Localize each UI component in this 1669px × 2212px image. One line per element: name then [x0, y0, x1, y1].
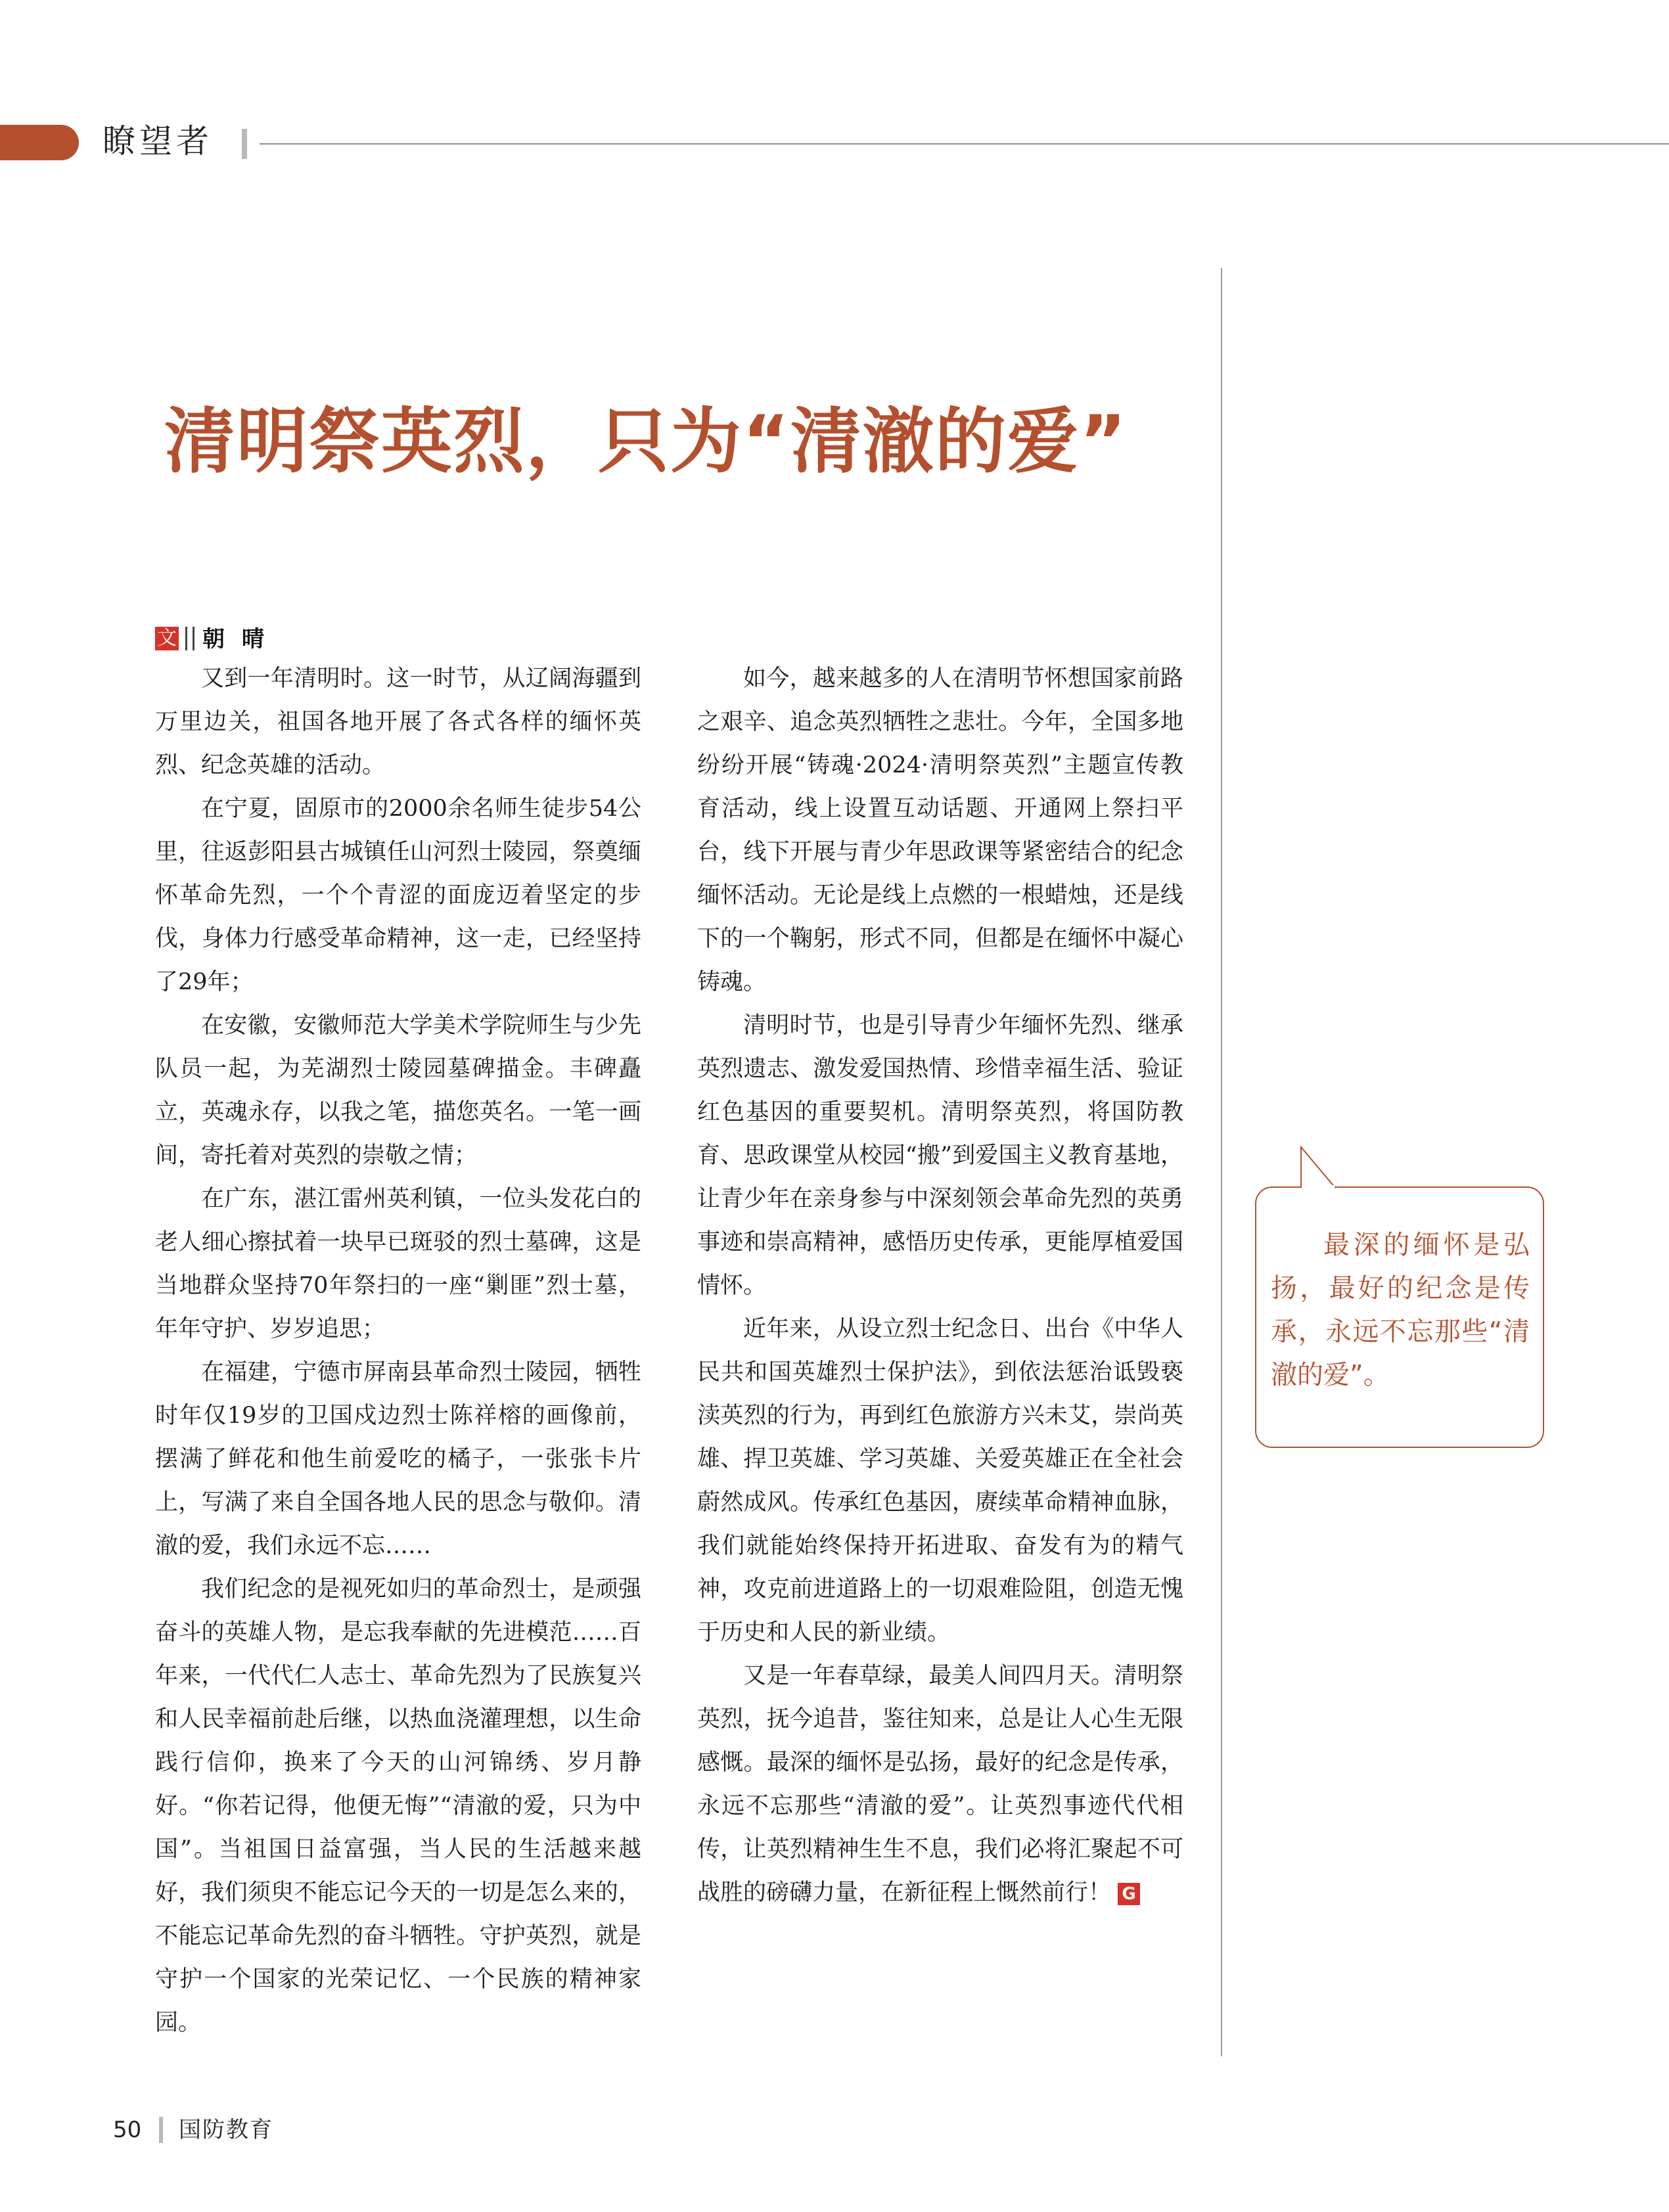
column-name: 瞭望者 — [103, 122, 213, 160]
magazine-name: 国防教育 — [179, 2117, 273, 2143]
end-mark-icon: G — [1118, 1883, 1140, 1905]
paragraph: 在宁夏，固原市的2000余名师生徒步54公里，往返彭阳县古城镇任山河烈士陵园，祭奠缅怀革命先烈，一个个青涩的面庞迈着坚定的步伐，身体力行感受革命精神，这一走，已经坚持了29年； — [155, 796, 641, 995]
byline-wen-icon: 文 — [155, 627, 179, 650]
paragraph: 在广东，湛江雷州英利镇，一位头发花白的老人细心擦拭着一块早已斑驳的烈士墓碑，这是当地群众坚持70年祭扫的一座“剿匪”烈士墓，年年守护、岁岁追思； — [155, 1186, 641, 1342]
body-column-left — [155, 657, 641, 2044]
paragraph: 近年来，从设立烈士纪念日、出台《中华人民共和国英雄烈士保护法》，到依法惩治诋毁亵渎英烈的行为，再到红色旅游方兴未艾，崇尚英雄、捍卫英雄、学习英雄、关爱英雄正在全社会蔚然成风。传承红色基因，赓续革命精神血脉，我们就能始终保持开拓进取、奋发有为的精气神，攻克前进道路上的一切艰难险阻，创造无愧于历史和人民的新业绩。 — [697, 1316, 1183, 1646]
paragraph: 如今，越来越多的人在清明节怀想国家前路之艰辛、追念英烈牺牲之悲壮。今年，全国多地纷纷开展“铸魂·2024·清明祭英烈”主题宣传教育活动，线上设置互动话题、开通网上祭扫平台，线下开展与青少年思政课等紧密结合的纪念缅怀活动。无论是线上点燃的一根蜡烛，还是线下的一个鞠躬，形式不同，但都是在缅怀中凝心铸魂。 — [697, 666, 1183, 995]
paragraph-text: 又是一年春草绿，最美人间四月天。清明祭英烈，抚今追昔，鉴往知来，总是让人心生无限感慨。最深的缅怀是弘扬，最好的纪念是传承，永远不忘那些“清澈的爱”。让英烈事迹代代相传，让英烈精神生生不息，我们必将汇聚起不可战胜的磅礴力量，在新征程上慨然前行！ — [697, 1663, 1183, 1906]
header-rule — [260, 143, 1669, 145]
column-divider — [1221, 268, 1222, 2056]
paragraph-last — [697, 1654, 1183, 1914]
paragraph: 又到一年清明时。这一时节，从辽阔海疆到万里边关，祖国各地开展了各式各样的缅怀英烈、纪念英雄的活动。 — [155, 666, 641, 779]
article-title: 清明祭英烈，只为“清澈的爱” — [164, 401, 1128, 483]
footer-separator-bar — [159, 2117, 163, 2143]
body-column-right — [697, 657, 1183, 1914]
header-separator-bar — [242, 129, 247, 159]
paragraph: 我们纪念的是视死如归的革命烈士，是顽强奋斗的英雄人物，是忘我奉献的先进模范……百年来，一代代仁人志士、革命先烈为了民族复兴和人民幸福前赴后继，以热血浇灌理想，以生命践行信仰，换来了今天的山河锦绣、岁月静好。“你若记得，他便无悔”“清澈的爱，只为中国”。当祖国日益富强，当人民的生活越来越好，我们须臾不能忘记今天的一切是怎么来的，不能忘记革命先烈的奋斗牺牲。守护英烈，就是守护一个国家的光荣记忆、一个民族的精神家园。 — [155, 1576, 641, 2036]
page-number: 50 — [113, 2117, 142, 2143]
byline-separator — [185, 627, 194, 650]
paragraph: 在福建，宁德市屏南县革命烈士陵园，牺牲时年仅19岁的卫国戍边烈士陈祥榕的画像前，摆满了鲜花和他生前爱吃的橘子，一张张卡片上，写满了来自全国各地人民的思念与敬仰。清澈的爱，我们永远不忘…… — [155, 1359, 641, 1559]
pull-quote-text: 最深的缅怀是弘扬，最好的纪念是传承，永远不忘那些“清澈的爱”。 — [1271, 1230, 1530, 1390]
header-accent-pill — [0, 125, 79, 160]
author-name: 朝晴 — [202, 626, 281, 652]
paragraph: 清明时节，也是引导青少年缅怀先烈、继承英烈遗志、激发爱国热情、珍惜幸福生活、验证红色基因的重要契机。清明祭英烈，将国防教育、思政课堂从校园“搬”到爱国主义教育基地，让青少年在亲身参与中深刻领会革命先烈的英勇事迹和崇高精神，感悟历史传承，更能厚植爱国情怀。 — [697, 1012, 1183, 1299]
paragraph: 在安徽，安徽师范大学美术学院师生与少先队员一起，为芜湖烈士陵园墓碑描金。丰碑矗立，英魂永存，以我之笔，描您英名。一笔一画间，寄托着对英烈的崇敬之情； — [155, 1012, 641, 1169]
